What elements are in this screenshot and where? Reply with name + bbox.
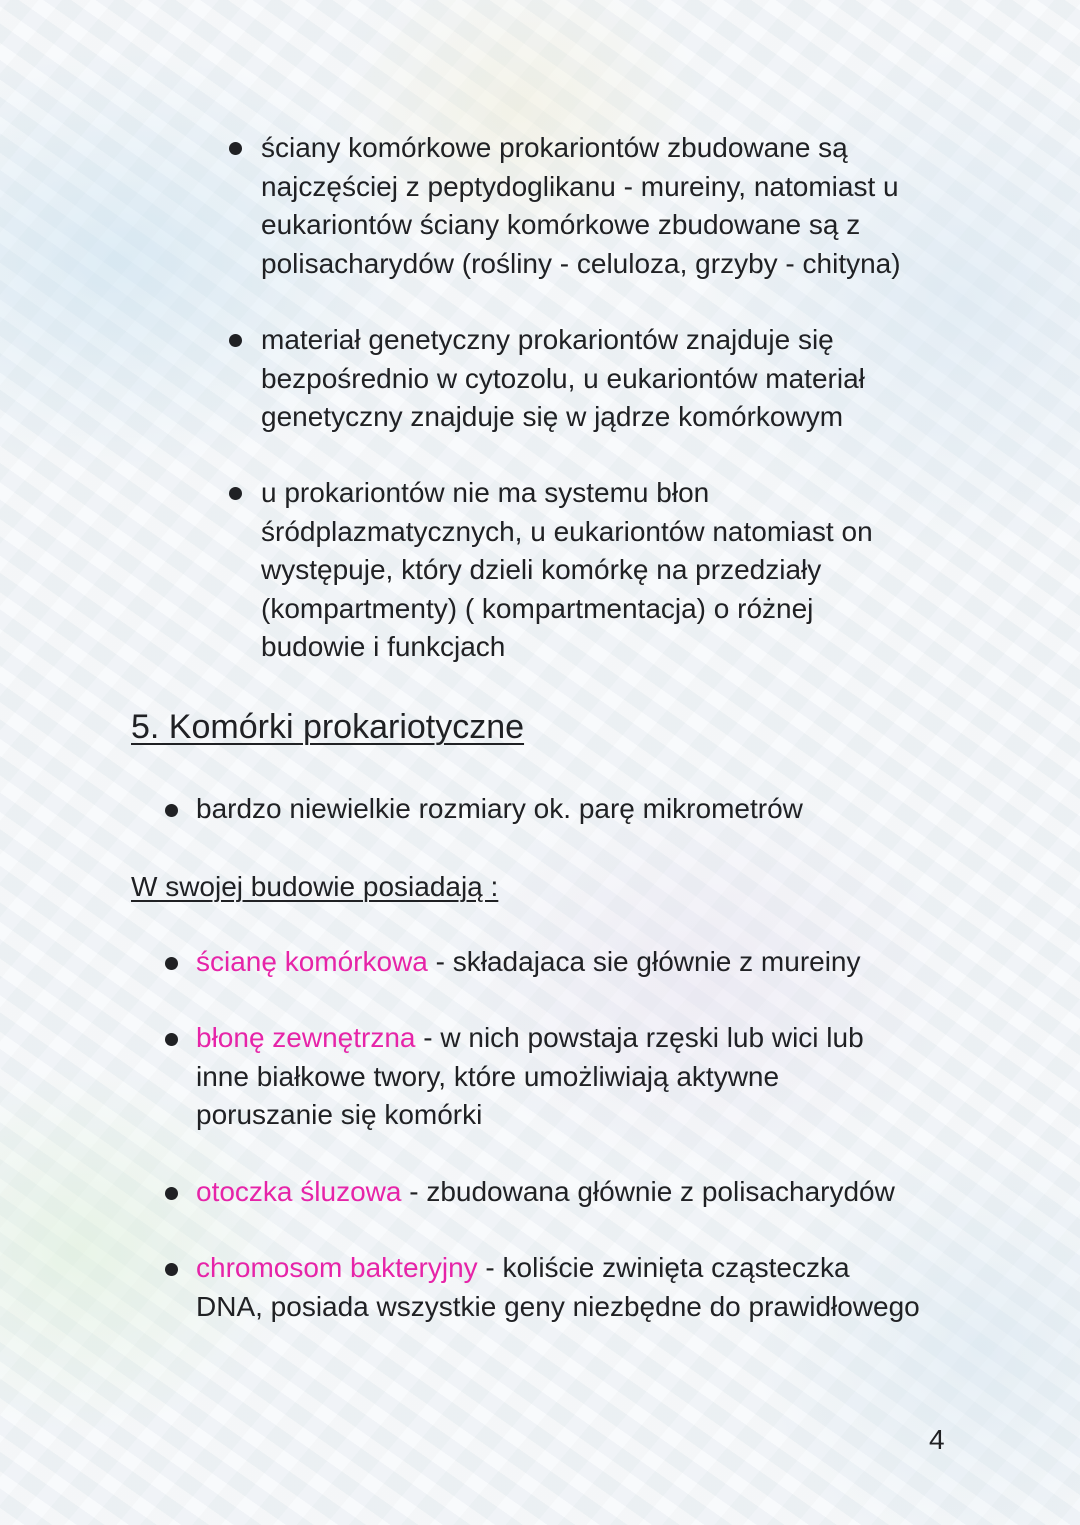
bullet-marker [165,1033,178,1046]
text-line: śródplazmatycznych, u eukariontów natomiast on [261,515,873,547]
bullet-marker [229,334,242,347]
text-line: u prokariontów nie ma systemu błon [261,477,710,508]
bullet-marker [229,487,242,500]
text-line: budowie i funkcjach [261,631,506,662]
text-line [196,1019,864,1058]
term-highlight: ścianę komórkowa [196,946,428,977]
term-description: - w nich powstaja rzęski lub wici lub [415,1022,864,1053]
text-line: poruszanie się komórki [196,1099,483,1130]
text-line: (kompartmenty) ( kompartmentacja) o różnej [261,592,814,624]
term-highlight: błonę zewnętrzna [196,1022,416,1053]
text-line: genetyczny znajduje się w jądrze komórkowym [261,401,844,432]
text-line: występuje, który dzieli komórkę na przedziały [261,554,822,585]
bullet-marker [165,957,178,970]
text-line: polisacharydów (rośliny - celuloza, grzyby - chityna) [261,247,901,279]
text-line: eukariontów ściany komórkowe zbudowane są z [261,209,861,240]
term-highlight: otoczka śluzowa [196,1176,402,1207]
text-line: bardzo niewielkie rozmiary ok. parę mikrometrów [196,793,803,824]
bullet-marker [165,804,178,817]
term-description: - składajaca sie głównie z mureiny [427,946,861,977]
bullet-size [196,790,803,829]
text-line [196,1173,895,1212]
bullet-slime-capsule [196,1173,895,1212]
term-description: - zbudowana głównie z polisacharydów [401,1176,895,1207]
bullet-membrane-system [261,474,873,667]
bullet-marker [229,142,242,155]
bullet-marker [165,1187,178,1200]
term-highlight: chromosom bakteryjny [196,1252,478,1283]
bullet-genetic-material [261,321,865,437]
page-number: 4 [929,1424,945,1455]
bullet-bacterial-chromosome [196,1249,920,1326]
bullet-outer-membrane [196,1019,864,1135]
section-heading: 5. Komórki prokariotyczne [131,708,525,746]
text-line [196,943,861,982]
text-line: materiał genetyczny prokariontów znajduje się [261,324,834,355]
text-line: ściany komórkowe prokariontów zbudowane są [261,132,848,163]
text-line: inne białkowe twory, które umożliwiają aktywne [196,1060,780,1092]
text-line: najczęściej z peptydoglikanu - mureiny, natomiast u [261,170,899,202]
term-description: - koliście zwinięta cząsteczka [477,1252,850,1283]
text-line [196,1249,920,1288]
bullet-cell-walls [261,129,901,283]
text-line: DNA, posiada wszystkie geny niezbędne do prawidłowego [196,1290,920,1322]
bullet-marker [165,1263,178,1276]
structures-subheading: W swojej budowie posiadają : [131,871,499,902]
bullet-cell-wall [196,943,861,982]
text-line: bezpośrednio w cytozolu, u eukariontów materiał [261,362,865,394]
